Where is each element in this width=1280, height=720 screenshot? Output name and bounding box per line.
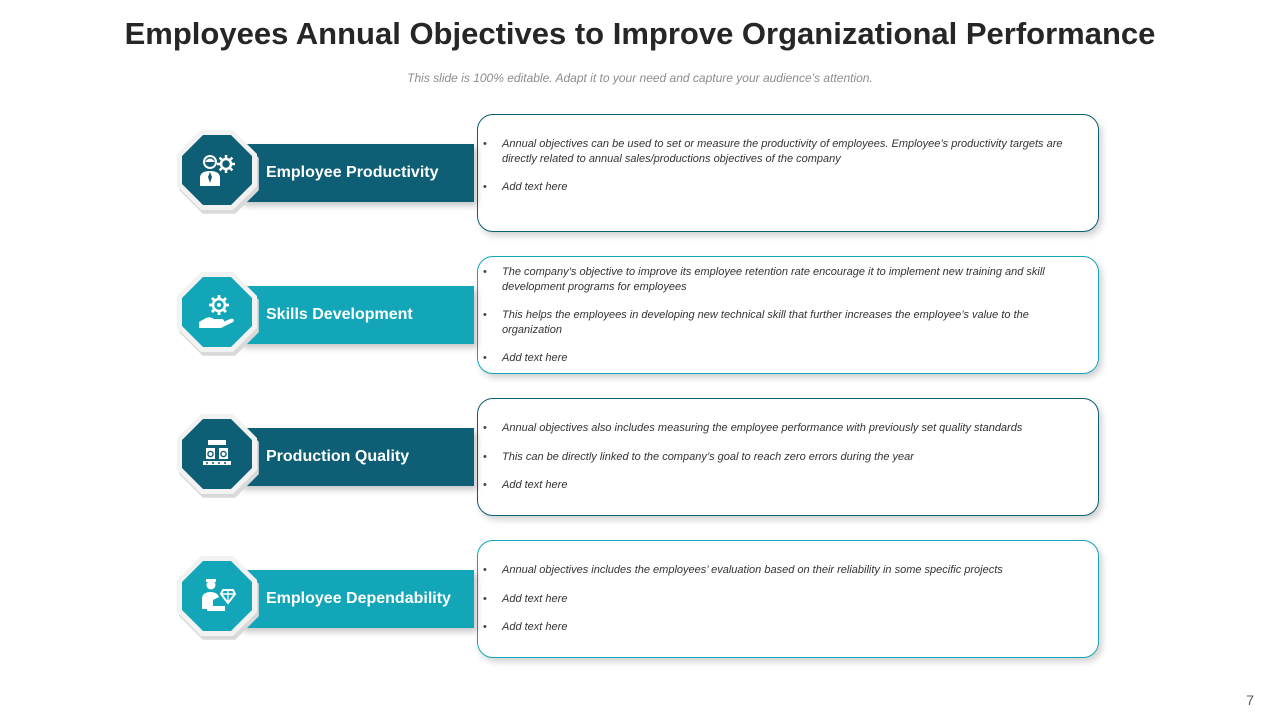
objective-row-skills-development bbox=[0, 256, 1280, 378]
objective-text-box bbox=[477, 540, 1099, 658]
objective-label-bar bbox=[240, 428, 474, 486]
bullet-item: • Add text here bbox=[502, 592, 1074, 607]
bullet-list bbox=[478, 115, 1098, 195]
objective-label: Employee Productivity bbox=[266, 164, 439, 181]
objective-label: Skills Development bbox=[266, 306, 413, 323]
bullet-item: • Add text here bbox=[502, 180, 1074, 195]
bullet-item: • Annual objectives can be used to set or measure the productivity of employees. Employee’s productivity targets are directly related to annual sales/productions objectives of the company bbox=[502, 137, 1074, 166]
objective-text-box bbox=[477, 256, 1099, 374]
objective-row-production-quality bbox=[0, 398, 1280, 520]
bullet-item: • Add text here bbox=[502, 620, 1074, 635]
bullet-item: • The company’s objective to improve its employee retention rate encourage it to implement new training and skill development programs for employees bbox=[502, 265, 1074, 294]
bullet-item: • This helps the employees in developing new technical skill that further increases the employee’s value to the organization bbox=[502, 308, 1074, 337]
bullet-list bbox=[478, 541, 1098, 635]
objective-label: Production Quality bbox=[266, 448, 410, 465]
objective-label-bar bbox=[240, 570, 474, 628]
bullet-list bbox=[478, 257, 1098, 366]
bullet-item: • Add text here bbox=[502, 351, 1074, 366]
employee-productivity-icon bbox=[182, 135, 252, 205]
skills-development-icon bbox=[182, 277, 252, 347]
page-subtitle: This slide is 100% editable. Adapt it to your need and capture your audience’s attention. bbox=[407, 71, 873, 85]
objective-label-bar bbox=[240, 144, 474, 202]
production-quality-icon bbox=[182, 419, 252, 489]
bullet-item: • Annual objectives includes the employees’ evaluation based on their reliability in some specific projects bbox=[502, 563, 1074, 578]
bullet-list bbox=[478, 399, 1098, 493]
bullet-item: • Add text here bbox=[502, 478, 1074, 493]
objective-text-box bbox=[477, 398, 1099, 516]
employee-dependability-icon bbox=[182, 561, 252, 631]
objective-label-bar bbox=[240, 286, 474, 344]
bullet-item: • Annual objectives also includes measuring the employee performance with previously set quality standards bbox=[502, 421, 1074, 436]
objective-text-box bbox=[477, 114, 1099, 232]
objective-label: Employee Dependability bbox=[266, 590, 451, 607]
page-title: Employees Annual Objectives to Improve Organizational Performance bbox=[124, 16, 1156, 51]
objective-row-employee-dependability bbox=[0, 540, 1280, 662]
bullet-item: • This can be directly linked to the company’s goal to reach zero errors during the year bbox=[502, 450, 1074, 465]
objective-row-employee-productivity bbox=[0, 114, 1280, 236]
page-number: 7 bbox=[1246, 692, 1254, 708]
